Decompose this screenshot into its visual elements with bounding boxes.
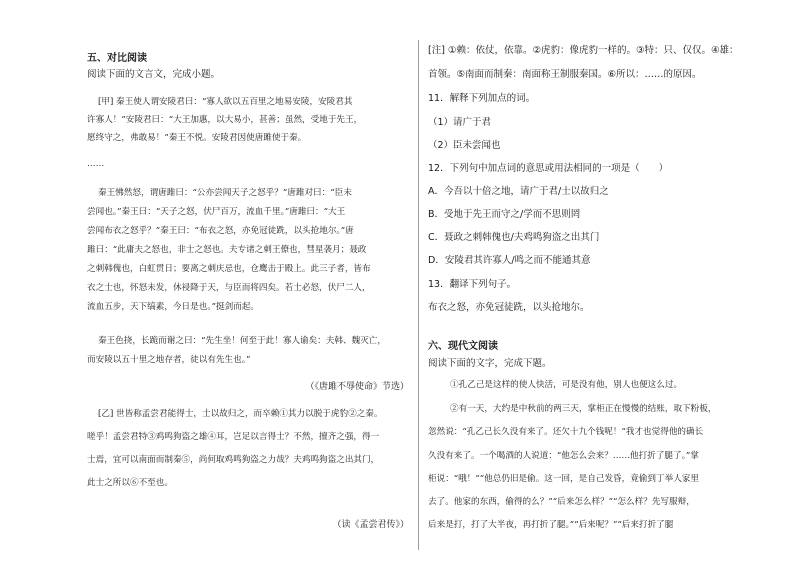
- passage-a-line: 之刺韩傀也，白虹贯日；要离之刺庆忌也，仓鹰击于殿上。此三子者，皆布: [87, 264, 371, 274]
- question-11-item: （1）请广于君: [428, 117, 492, 128]
- modern-text-line: ①孔乙己是这样的使人快活，可是没有他，别人也便这么过。: [450, 380, 683, 390]
- modern-text-line: 去了。他家的东西，偷得的么？”“后来怎么样？”“怎么样？先写服辩，: [428, 497, 695, 507]
- passage-a-line: 秦王色挠，长跪而谢之曰：“先生坐！何至于此！寡人谕矣：夫韩、魏灭亡，: [98, 336, 386, 346]
- modern-text-line: ②有一天，大约是中秋前的两三天，掌柜正在慢慢的结账，取下粉板，: [450, 404, 717, 414]
- passage-b-line: [乙] 世皆称孟尝君能得士，士以故归之，而卒赖①其力以脱于虎豹②之秦。: [98, 409, 383, 419]
- passage-b-line: 此士之所以⑥不至也。: [87, 478, 173, 488]
- passage-a-source: （《唐雎不辱使命》节选）: [305, 382, 409, 392]
- passage-a-ellipsis: ……: [87, 159, 105, 169]
- notes-line: [注] ①赖：依仗，依靠。②虎豹：像虎豹一样的。③特：只、仅仅。④雄：: [428, 45, 739, 56]
- passage-a-line: 愿终守之，弗敢易！”秦王不悦。安陵君因使唐雎使于秦。: [87, 133, 307, 143]
- passage-a-line: 许寡人！”安陵君曰：“大王加惠，以大易小，甚善；虽然，受地于先王，: [87, 115, 363, 125]
- passage-a-line: 流血五步，天下缟素，今日是也。”挺剑而起。: [87, 302, 259, 312]
- passage-b-line: 士焉，宜可以南面而制秦⑤，尚何取鸡鸣狗盗之力哉？夫鸡鸣狗盗之出其门，: [87, 455, 380, 465]
- section5-title: 五、对比阅读: [87, 53, 147, 64]
- passage-b-line: 嗟乎！孟尝君特③鸡鸣狗盗之雄④耳，岂足以言得士？不然，擅齐之强，得一: [87, 432, 380, 442]
- question-13-sentence: 布衣之怒，亦免冠徒跣，以头抢地尔。: [428, 302, 590, 313]
- notes-line: 首领。⑤南面而制秦：南面称王制服秦国。⑥所以：……的原因。: [428, 69, 702, 80]
- question-11: 11．解释下列加点的词。: [428, 93, 536, 104]
- modern-text-line: 久没有来了。一个喝酒的人说道：“他怎么会来？……他打折了腿了。”掌: [428, 451, 699, 461]
- right-column: [428, 0, 768, 561]
- passage-a-line: 秦王怫然怒，谓唐雎曰：“公亦尝闻天子之怒乎？”唐雎对曰：“臣未: [98, 188, 352, 198]
- left-column: [87, 0, 409, 561]
- question-12-option-a: A．今吾以十倍之地，请广于君/士以故归之: [428, 186, 609, 197]
- section6-instruction: 阅读下面的文字，完成下题。: [428, 358, 552, 369]
- section6-title: 六、现代文阅读: [428, 341, 498, 352]
- modern-text-line: 后来是打，打了大半夜，再打折了腿。”“后来呢？”“后来打折了腿: [428, 520, 674, 530]
- column-divider: [418, 40, 419, 550]
- passage-a-line: 尝闻布衣之怒乎？”秦王曰：“布衣之怒，亦免冠徒跣，以头抢地尔。”唐: [87, 226, 354, 236]
- question-12: 12．下列句中加点词的意思或用法相同的一项是（ ）: [428, 163, 669, 174]
- passage-a-line: [甲] 秦王使人谓安陵君曰：“寡人欲以五百里之地易安陵，安陵君其: [98, 97, 353, 107]
- section5-instruction: 阅读下面的文言文，完成小题。: [87, 69, 221, 80]
- question-11-item: （2）臣未尝闻也: [428, 140, 501, 151]
- question-12-option-d: D．安陵君其许寡人/鸣之而不能通其意: [428, 255, 591, 266]
- modern-text-line: 忽然说：“孔乙己长久没有来了。还欠十九个钱呢！”我才也觉得他的确长: [428, 427, 704, 437]
- passage-b-source: （读《孟尝君传》）: [332, 520, 409, 530]
- passage-a-line: 衣之士也，怀怒未发，休祲降于天，与臣而将四矣。若士必怒，伏尸二人，: [87, 283, 371, 293]
- passage-a-line: 尝闻也。”秦王曰：“天子之怒，伏尸百万，流血千里。”唐雎曰：“大王: [87, 207, 346, 217]
- question-12-option-c: C．聂政之刺韩傀也/夫鸡鸣狗盗之出其门: [428, 232, 600, 243]
- passage-a-line: 雎曰：“此庸夫之怒也，非士之怒也。夫专诸之刺王僚也，彗星袭月；聂政: [87, 245, 367, 255]
- question-13: 13．翻译下列句子。: [428, 279, 517, 290]
- passage-a-line: 而安陵以五十里之地存者，徒以有先生也。”: [87, 355, 251, 365]
- modern-text-line: 柜说：“哦！”“他总仍旧是偷。这一回，是自己发昏，竟偷到丁举人家里: [428, 474, 699, 484]
- question-12-option-b: B．受地于先王而守之/学而不思则罔: [428, 209, 581, 220]
